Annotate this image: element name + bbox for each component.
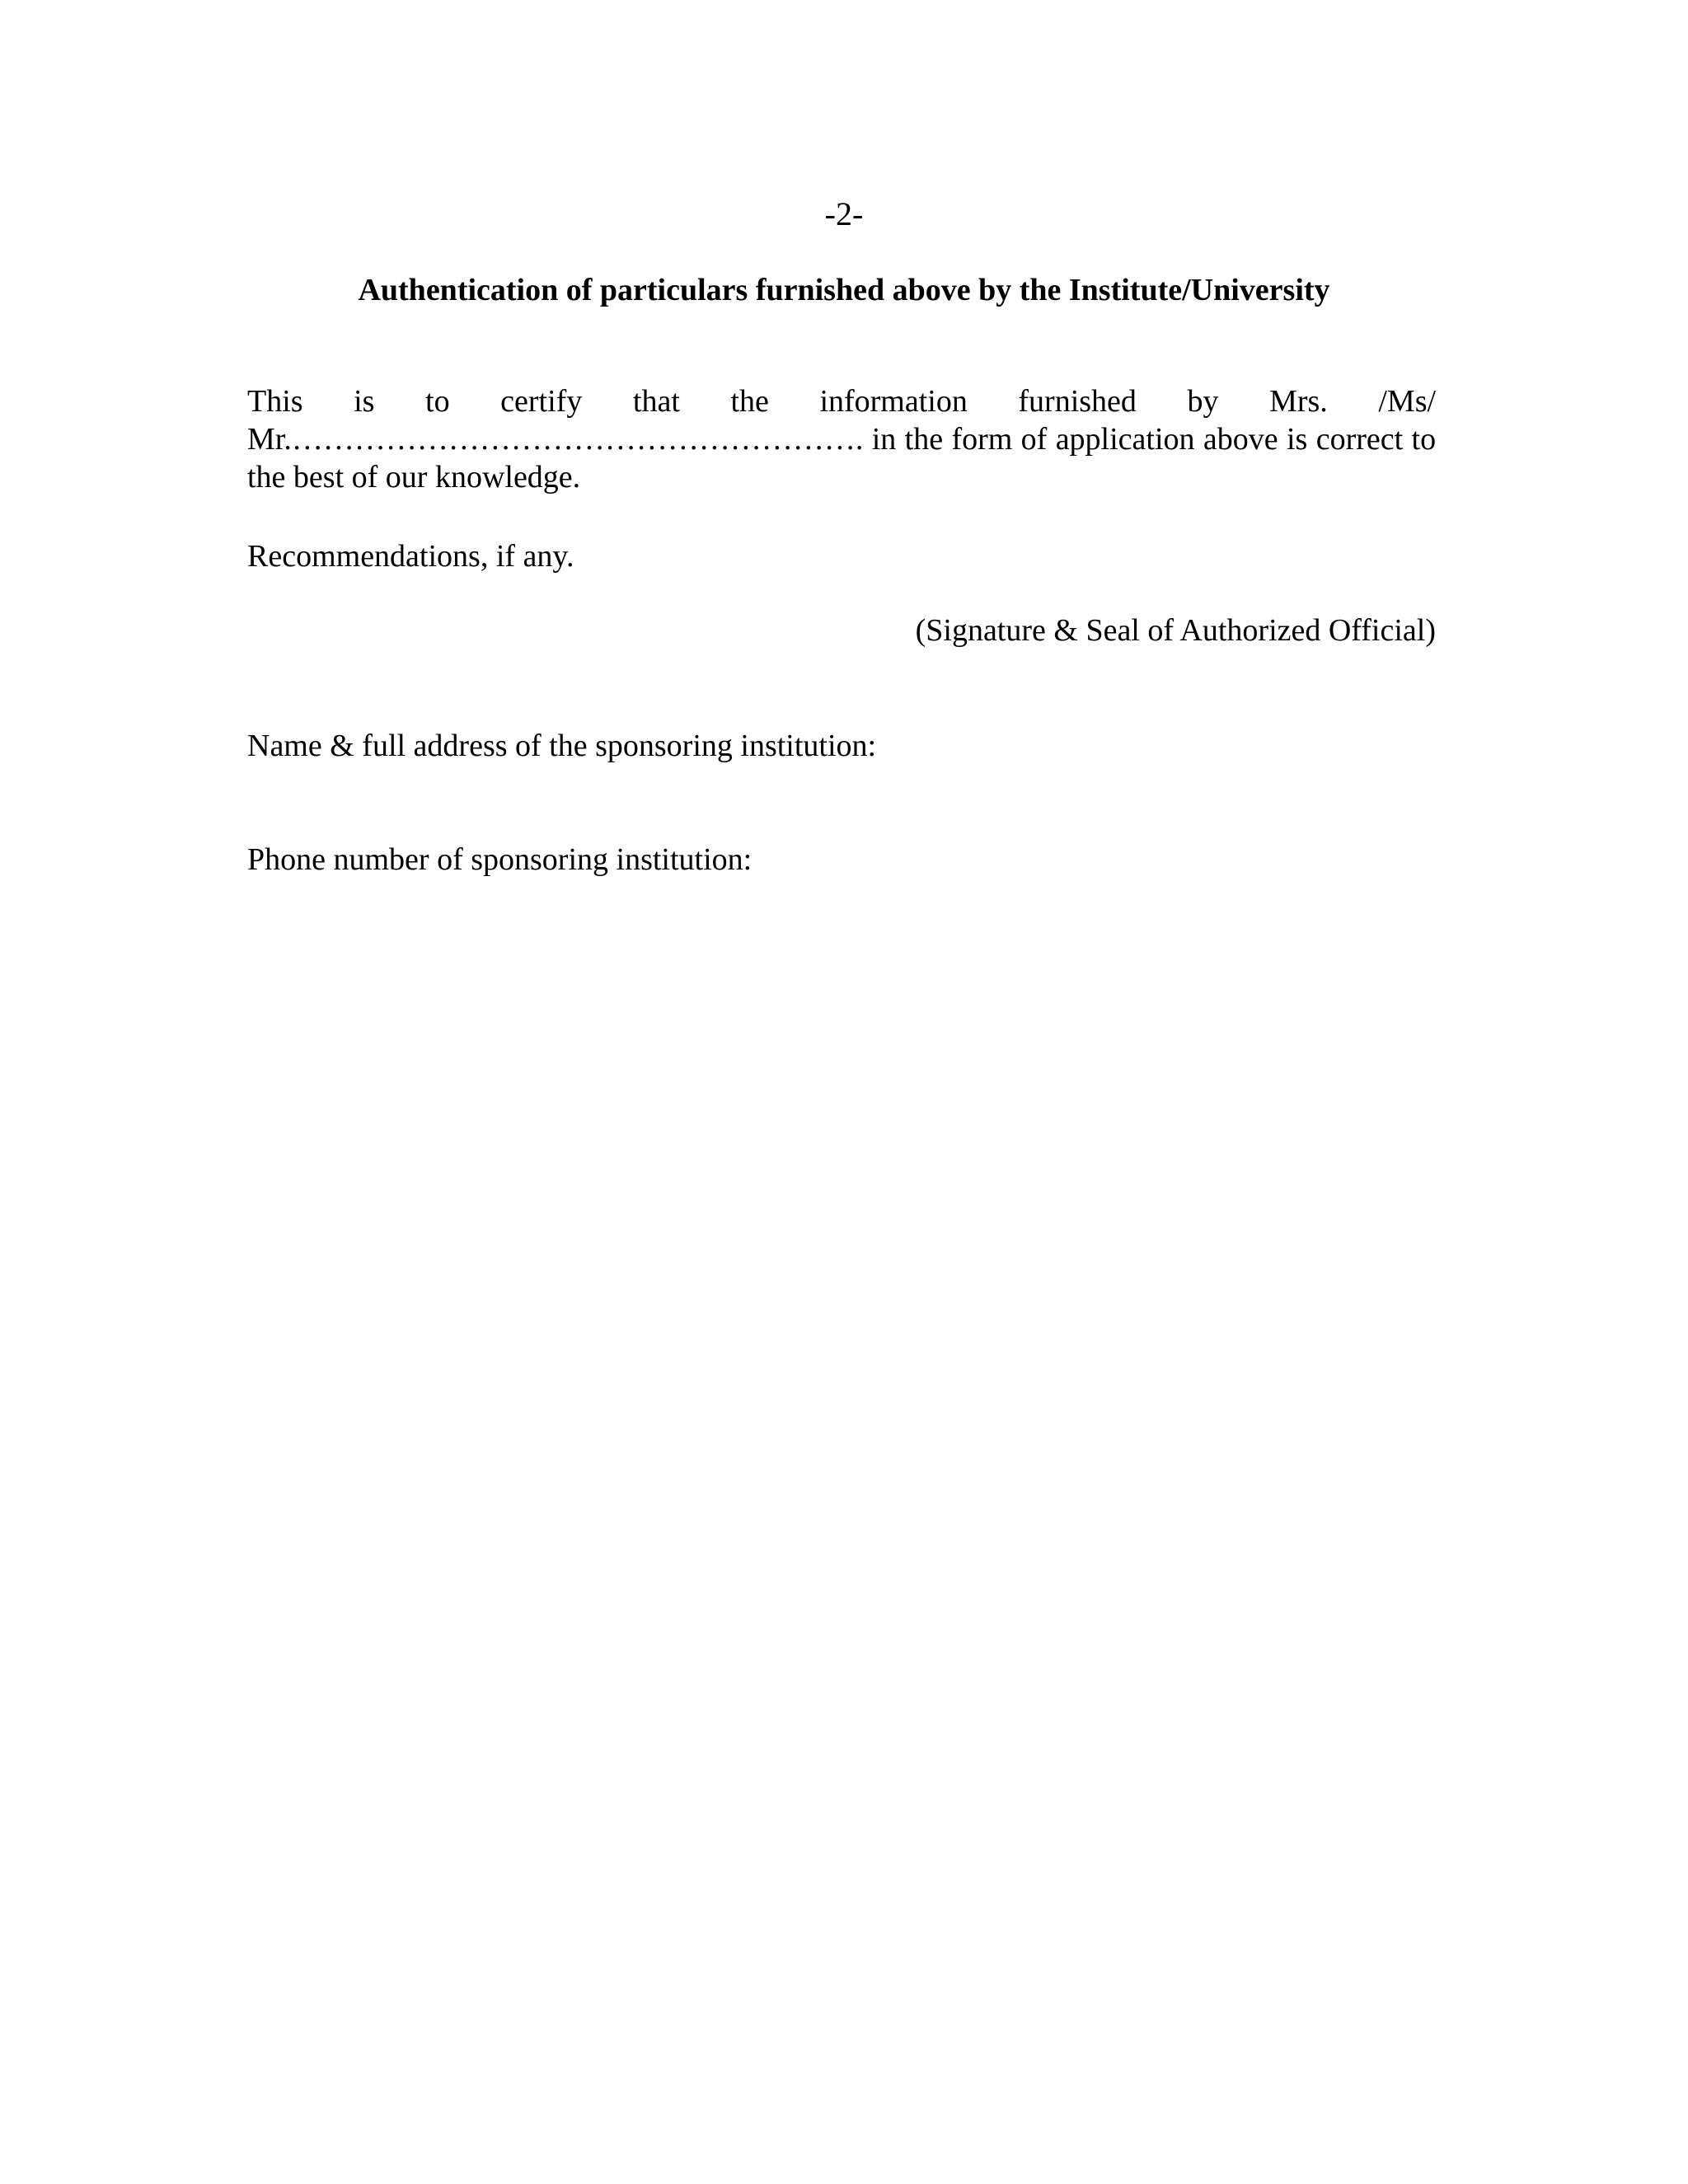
cert-word: correct (1315, 422, 1404, 457)
cert-word: furnished (1018, 384, 1137, 419)
cert-word: application (1055, 422, 1195, 457)
signature-block (247, 612, 1436, 649)
certification-line-3: the best of our knowledge. (247, 460, 581, 494)
cert-word: to (425, 384, 450, 419)
cert-word: information (819, 384, 968, 419)
page-number: -2- (824, 195, 864, 232)
cert-word: Mrs. (1269, 384, 1328, 419)
cert-word: in (871, 422, 897, 457)
certification-line-2 (247, 420, 1436, 458)
cert-word: certify (500, 384, 583, 419)
cert-word: to (1411, 422, 1436, 457)
cert-word: form (951, 422, 1013, 457)
recommendations-label: Recommendations, if any. (247, 539, 574, 574)
cert-word: above (1203, 422, 1278, 457)
cert-word: the (730, 384, 769, 419)
sponsor-name-address-label: Name & full address of the sponsoring institution: (247, 729, 877, 763)
cert-word: This (247, 384, 303, 419)
cert-word: is (354, 384, 375, 419)
cert-word: /Ms/ (1378, 384, 1436, 419)
cert-word: that (632, 384, 680, 419)
certification-paragraph (247, 382, 1436, 496)
certification-line-1 (247, 382, 1436, 420)
cert-word: of (1020, 422, 1048, 457)
signature-label: (Signature & Seal of Authorized Official) (915, 613, 1436, 648)
cert-word: the (904, 422, 944, 457)
cert-word: by (1187, 384, 1219, 419)
name-blank: Mr.………………………………………………. (247, 422, 864, 457)
section-heading: Authentication of particulars furnished above by the Institute/University (358, 273, 1330, 307)
cert-word: is (1286, 422, 1308, 457)
sponsor-phone-label: Phone number of sponsoring institution: (247, 842, 753, 877)
